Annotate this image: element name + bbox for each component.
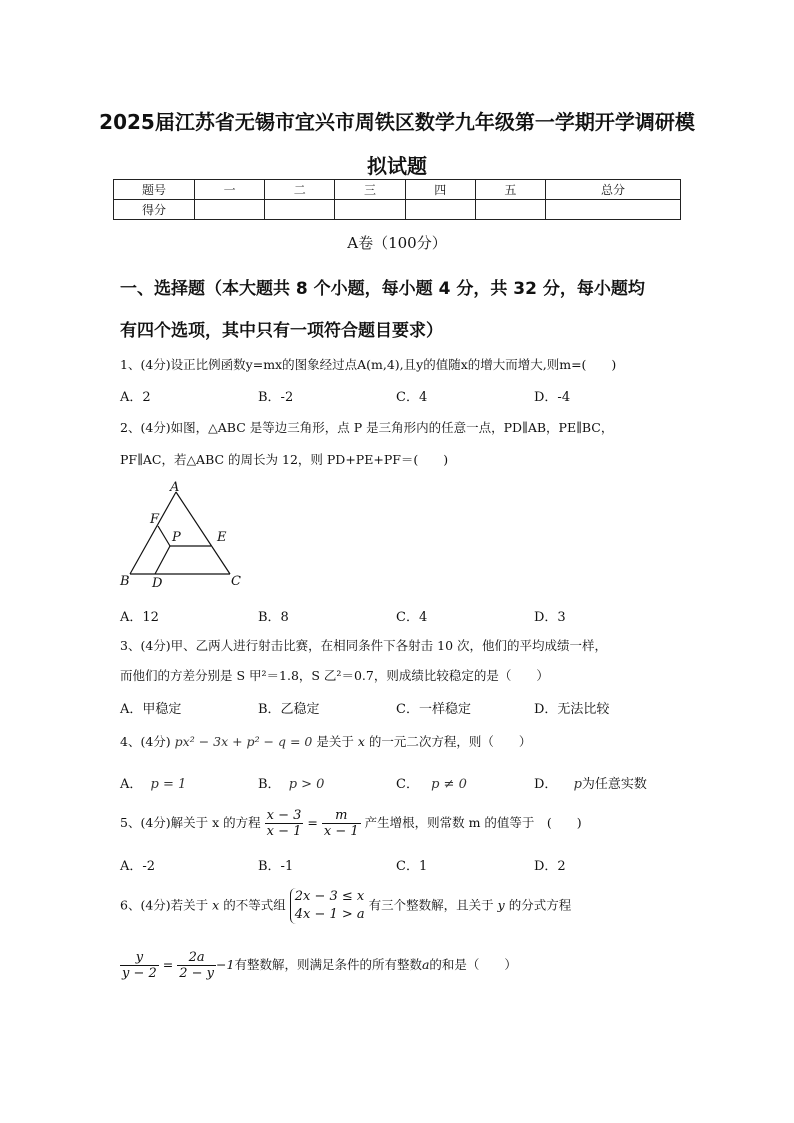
q2-option-b[interactable]: B．8 (258, 610, 289, 625)
question-2-line2: PF∥AC，若△ABC 的周长为 12，则 PD+PE+PF＝( ) (120, 452, 449, 467)
score-cell: 一 (195, 180, 265, 200)
triangle-side-ab (130, 492, 176, 574)
q6-mid3: 的分式方程 (508, 897, 572, 913)
score-entry-cell[interactable] (475, 200, 545, 220)
q6-var-x: x (212, 897, 220, 913)
q4-suffix-b: 的一元二次方程，则（ ） (368, 734, 532, 749)
label-f: F (150, 512, 160, 527)
q6-equals: = (162, 957, 174, 972)
q5-prefix: 5、(4分)解关于 x 的方程 (120, 815, 261, 830)
q4-option-d[interactable] (534, 773, 647, 792)
q6-tail2: 的和是（ ） (429, 957, 517, 972)
q1-option-d[interactable]: D．-4 (534, 390, 571, 405)
q5-option-c[interactable]: C．1 (396, 859, 428, 874)
score-table (113, 179, 681, 220)
q2-option-a[interactable]: A．12 (120, 610, 159, 625)
question-3-line2: 而他们的方差分别是 S 甲²＝1.8，S 乙²＝0.7，则成绩比较稳定的是（ ） (120, 668, 549, 683)
label-a: A (170, 480, 180, 495)
q4-equation: px² − 3x + p² − q = 0 (174, 734, 313, 749)
q6-var-a: a (421, 957, 430, 972)
exam-title-line2: 拟试题 (367, 154, 427, 178)
score-table-header-row (114, 180, 681, 200)
score-entry-cell[interactable] (546, 200, 681, 220)
q1-option-a[interactable]: A．2 (120, 390, 151, 405)
segment-pd (155, 546, 170, 574)
q4-prefix: 4、(4分) (120, 734, 171, 749)
q4-option-a[interactable] (120, 773, 186, 792)
score-cell: 得分 (114, 200, 195, 220)
q5-suffix: 产生增根，则常数 m 的值等于 ( ) (364, 815, 582, 830)
section-title-line2: 有四个选项，其中只有一项符合题目要求） (120, 321, 443, 341)
score-cell: 五 (475, 180, 545, 200)
volume-title: A卷（100分） (347, 234, 447, 252)
question-3-line1: 3、(4分)甲、乙两人进行射击比赛，在相同条件下各射击 10 次，他们的平均成绩一样， (120, 638, 608, 653)
q6-inequality-2: 4x − 1 > a (294, 907, 365, 922)
label-e: E (217, 530, 227, 545)
exam-title-line1: 2025届江苏省无锡市宜兴市周铁区数学九年级第一学期开学调研模 (99, 110, 695, 134)
q4-option-c[interactable] (396, 773, 467, 792)
score-entry-cell[interactable] (335, 200, 405, 220)
q3-option-d[interactable]: D．无法比较 (534, 702, 610, 717)
score-table-score-row (114, 200, 681, 220)
option-math: p ≠ 0 (431, 777, 467, 792)
option-math: p = 1 (150, 777, 187, 792)
q5-option-b[interactable]: B．-1 (258, 859, 294, 874)
score-cell: 四 (405, 180, 475, 200)
question-6-line1 (120, 888, 571, 924)
option-letter: C． (396, 777, 419, 792)
q6-mid1: 的不等式组 (223, 897, 286, 913)
q4-option-b[interactable] (258, 773, 324, 792)
q6-mid2: 有三个整数解，且关于 (368, 897, 494, 913)
label-p: P (172, 530, 181, 545)
q2-option-c[interactable]: C．4 (396, 610, 428, 625)
label-c: C (231, 574, 241, 589)
segment-pf (158, 526, 170, 546)
q5-equals: = (307, 815, 318, 830)
q6-minus-one: −1 (216, 957, 235, 972)
score-entry-cell[interactable] (195, 200, 265, 220)
q5-fraction-right: $\frac{m}{x - 1}$ (323, 808, 359, 839)
q6-inequality-1: 2x − 3 ≤ x (294, 889, 365, 904)
q5-fraction-left: $\frac{x - 3}{x - 1}$ (266, 808, 302, 839)
q6-inequality-system (290, 888, 365, 924)
score-entry-cell[interactable] (265, 200, 335, 220)
q5-option-d[interactable]: D．2 (534, 859, 566, 874)
q3-option-c[interactable]: C．一样稳定 (396, 702, 471, 717)
option-tail: 为任意实数 (581, 777, 647, 792)
q6-tail1: 有整数解，则满足条件的所有整数 (234, 957, 422, 972)
option-math: p (573, 777, 582, 792)
question-1-text: 1、(4分)设正比例函数y=mx的图象经过点A(m,4),且y的值随x的增大而增大,则m=( ) (120, 357, 617, 372)
score-cell: 题号 (114, 180, 195, 200)
q6-prefix: 6、(4分)若关于 (120, 897, 209, 913)
question-2-line1: 2、(4分)如图，△ABC 是等边三角形，点 P 是三角形内的任意一点，PD∥AB，PE∥BC， (120, 420, 614, 435)
q6-fraction-left: $\frac{y}{y - 2}$ (122, 950, 157, 981)
option-letter: D． (534, 777, 558, 792)
question-6-line2 (120, 950, 517, 981)
question-5-text (120, 808, 582, 839)
q4-var: x (357, 734, 365, 749)
q3-option-a[interactable]: A．甲稳定 (120, 702, 182, 717)
q5-option-a[interactable]: A．-2 (120, 859, 156, 874)
q6-fraction-right: $\frac{2a}{2 - y}$ (179, 950, 215, 981)
score-cell: 总分 (546, 180, 681, 200)
triangle-figure (118, 478, 248, 590)
score-cell: 二 (265, 180, 335, 200)
q6-var-y: y (497, 897, 505, 913)
option-letter: A． (120, 777, 143, 792)
q2-option-d[interactable]: D．3 (534, 610, 566, 625)
label-d: D (152, 576, 163, 590)
q3-option-b[interactable]: B．乙稳定 (258, 702, 320, 717)
score-entry-cell[interactable] (405, 200, 475, 220)
score-cell: 三 (335, 180, 405, 200)
section-title-line1: 一、选择题（本大题共 8 个小题，每小题 4 分，共 32 分，每小题均 (120, 279, 645, 299)
label-b: B (120, 574, 130, 589)
q1-option-c[interactable]: C．4 (396, 390, 428, 405)
option-math: p > 0 (288, 777, 325, 792)
option-letter: B． (258, 777, 281, 792)
q4-suffix-a: 是关于 (316, 734, 354, 749)
question-4-text (120, 732, 531, 750)
q1-option-b[interactable]: B．-2 (258, 390, 294, 405)
